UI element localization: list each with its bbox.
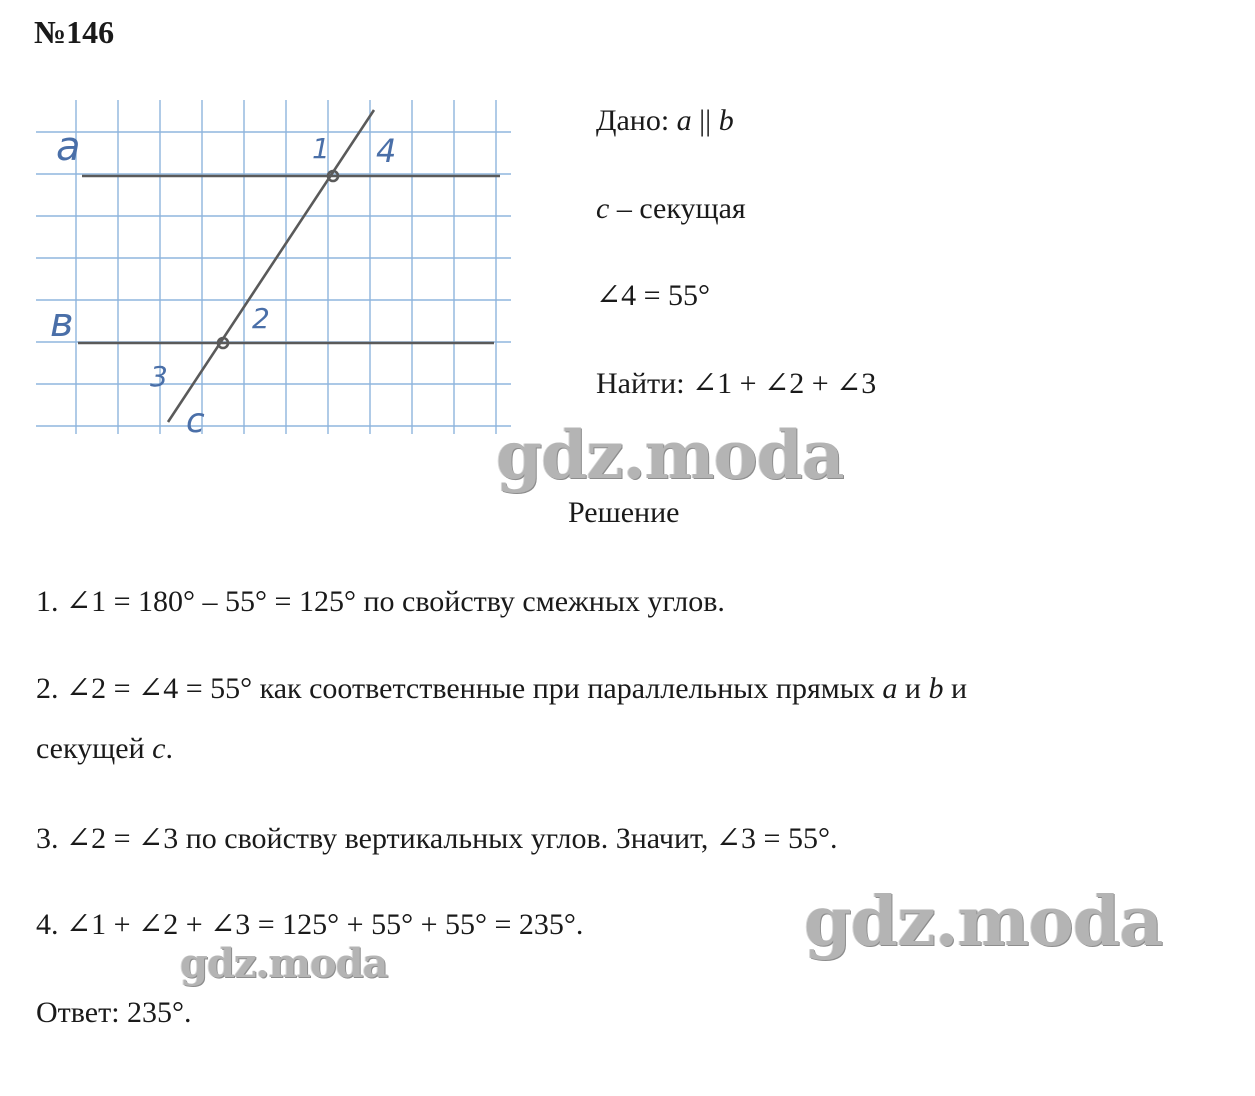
step2-text: 2. ∠2 = ∠4 = 55° как соответственные при параллельных прямых xyxy=(36,672,883,705)
grid xyxy=(36,100,511,434)
line-c xyxy=(168,110,374,422)
parallel-sign: || xyxy=(691,104,719,137)
solution-step-2 xyxy=(36,671,967,706)
answer: Ответ: 235°. xyxy=(36,996,192,1029)
var-c: c xyxy=(596,192,610,225)
step2-and: и xyxy=(897,672,929,705)
label-b: в xyxy=(50,300,74,346)
geometry-figure xyxy=(36,96,516,436)
solution-step-2-cont xyxy=(36,732,173,766)
angle-4-label: 4 xyxy=(376,132,397,170)
given-secant xyxy=(596,192,746,226)
step2-var-c: c xyxy=(152,732,166,765)
find-statement: Найти: ∠1 + ∠2 + ∠3 xyxy=(596,367,877,400)
label-c: c xyxy=(186,401,205,436)
solution-step-3: 3. ∠2 = ∠3 по свойству вертикальных углов. Значит, ∠3 = 55°. xyxy=(36,822,838,855)
given-angle: ∠4 = 55° xyxy=(596,279,711,312)
step2-var-a: a xyxy=(882,672,898,705)
angle-1-label: 1 xyxy=(312,132,330,165)
step2-secant: секущей xyxy=(36,732,153,765)
solution-heading: Решение xyxy=(568,496,680,529)
watermark: gdz.moda xyxy=(804,882,1163,962)
solution-step-4: 4. ∠1 + ∠2 + ∠3 = 125° + 55° + 55° = 235°. xyxy=(36,908,584,941)
given-parallel xyxy=(596,104,734,138)
var-a: a xyxy=(676,104,692,137)
secant-text: – секущая xyxy=(609,192,746,225)
watermark: gdz.moda xyxy=(180,940,388,987)
label-a: a xyxy=(56,124,81,170)
problem-number: №146 xyxy=(34,14,115,50)
var-b: b xyxy=(718,104,734,137)
angle-2-label: 2 xyxy=(252,302,270,335)
given-label: Дано: xyxy=(596,104,677,137)
step2-and-2: и xyxy=(943,672,968,705)
solution-step-1: 1. ∠1 = 180° – 55° = 125° по свойству смежных углов. xyxy=(36,585,725,618)
angle-3-label: 3 xyxy=(150,360,168,393)
step2-dot: . xyxy=(165,732,173,765)
step2-var-b: b xyxy=(928,672,944,705)
watermark: gdz.moda xyxy=(496,416,844,494)
